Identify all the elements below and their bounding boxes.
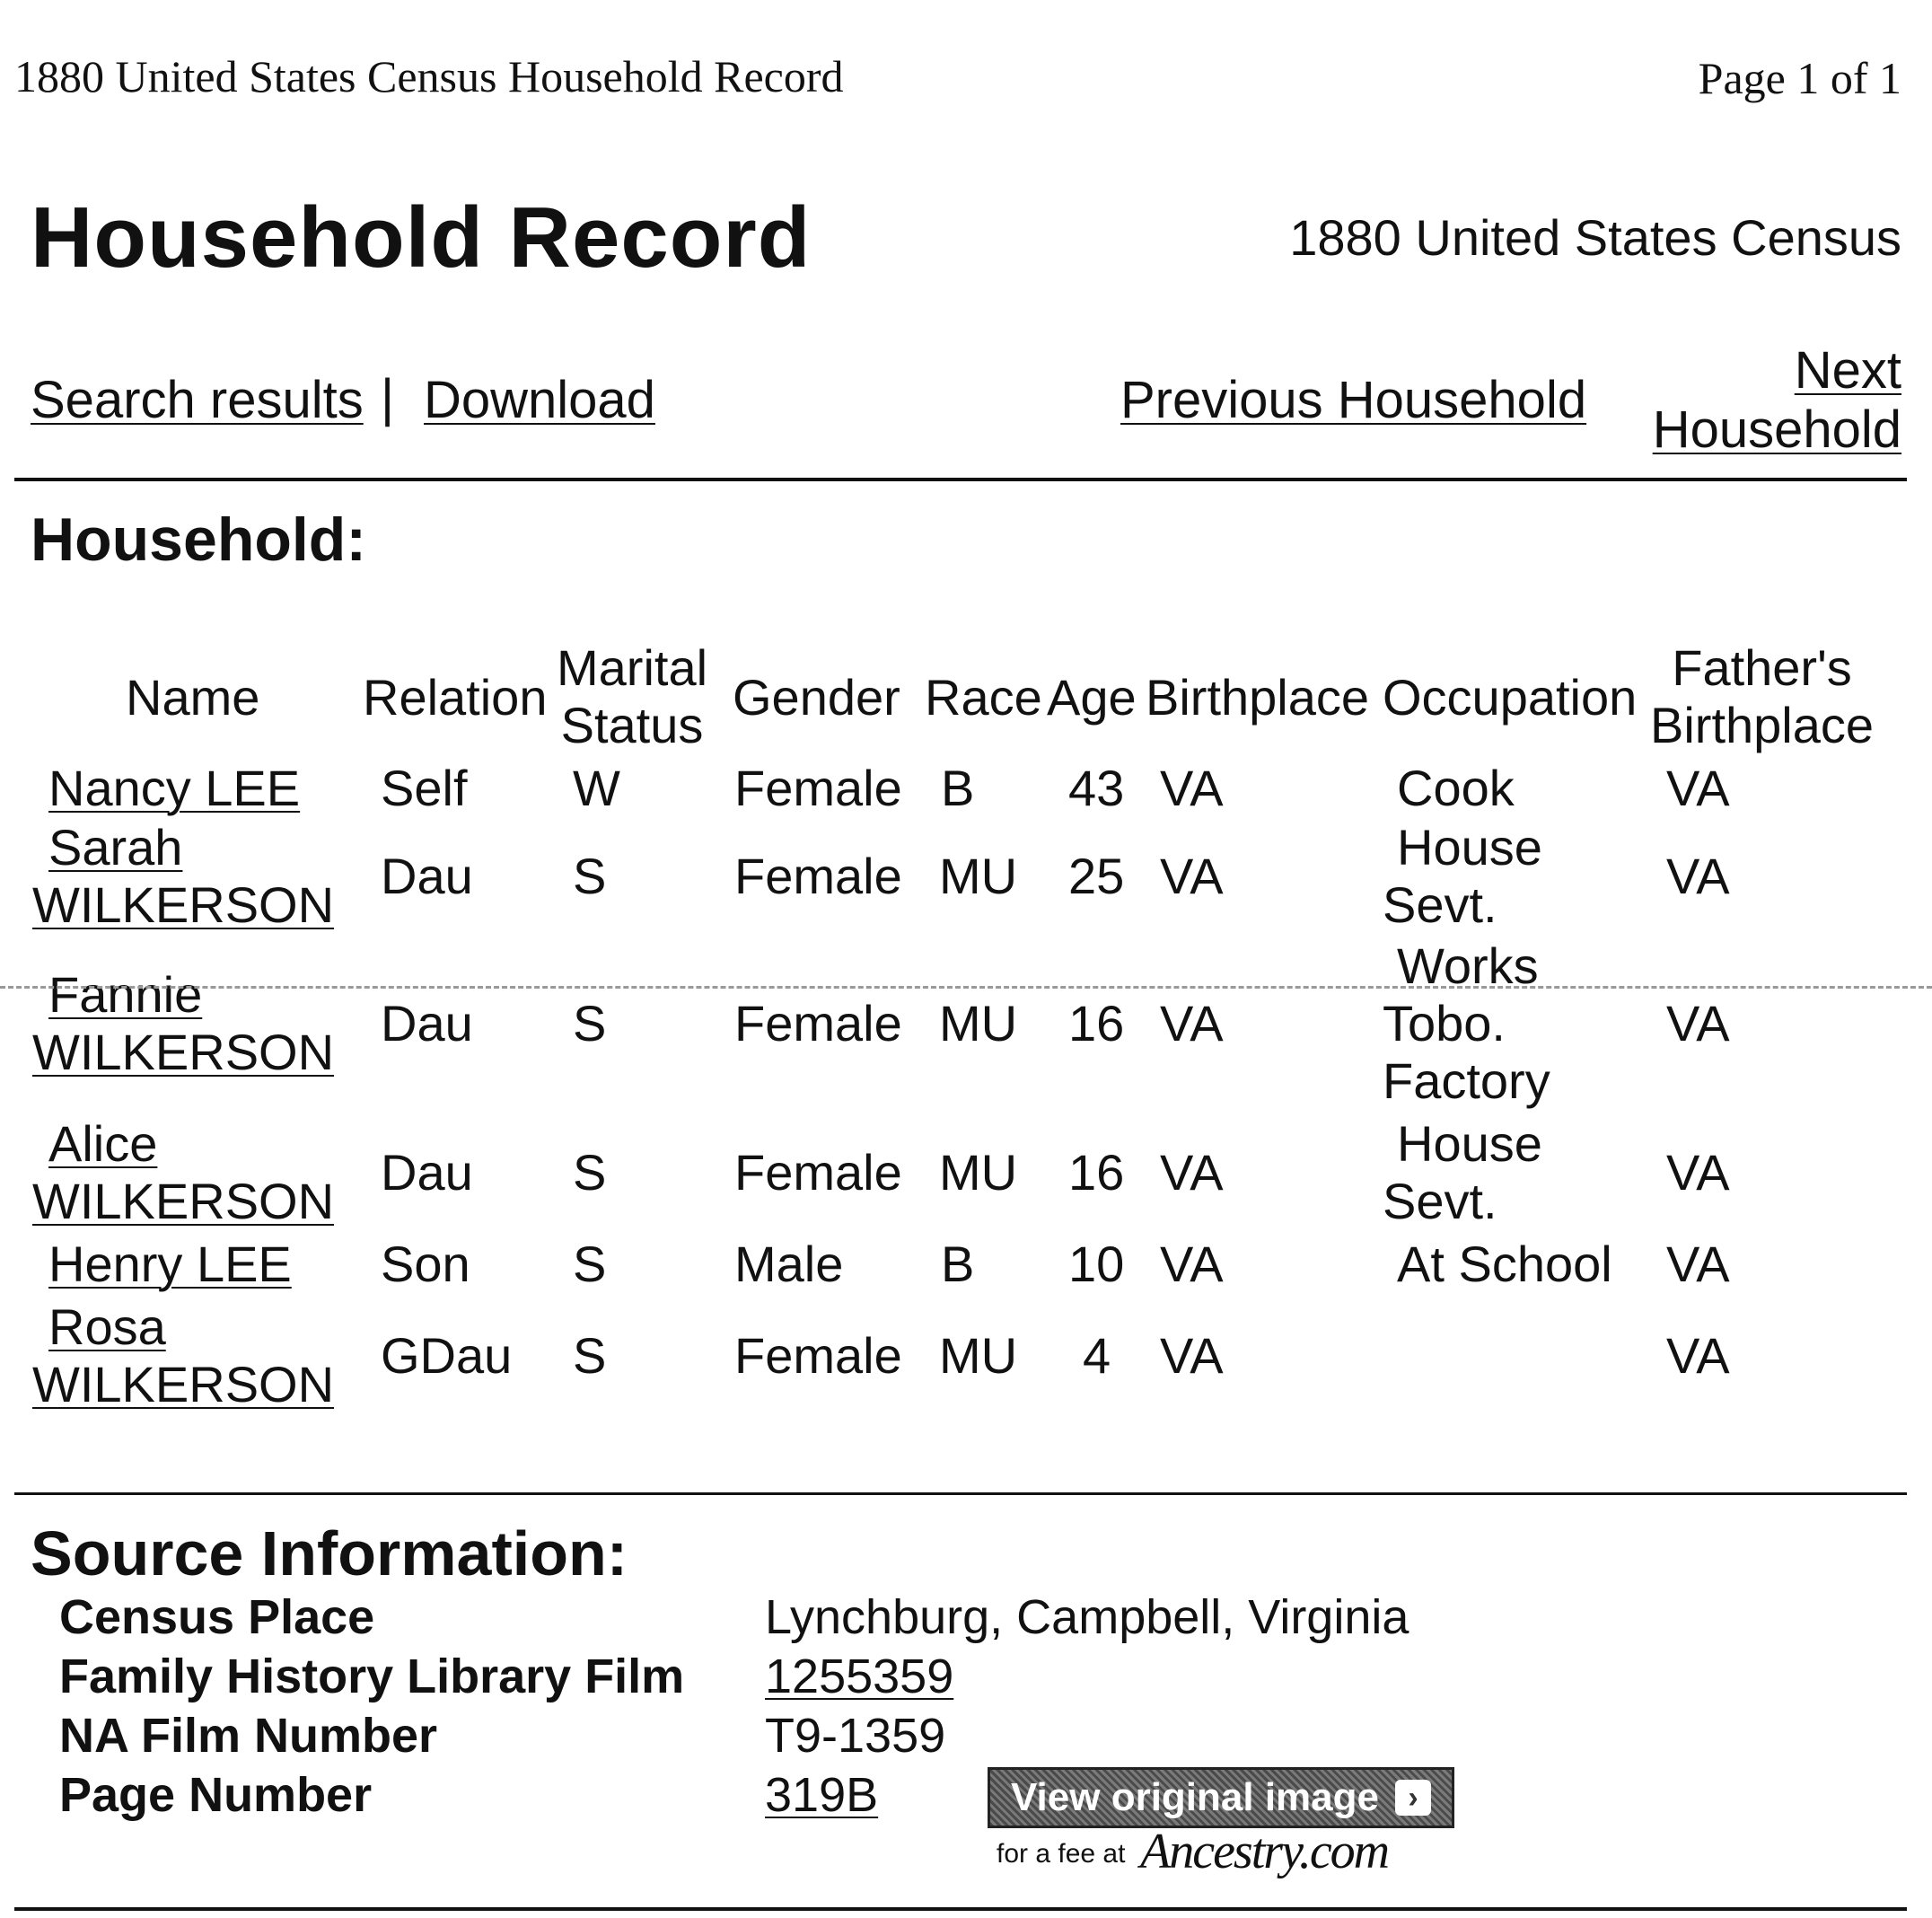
occupation-line2: Sevt. [1383,876,1497,933]
birthplace-cell: VA [1160,995,1224,1051]
occupation-cell: At School [1397,1236,1612,1292]
age-cell: 25 [1068,848,1125,904]
film-label: Family History Library Film [59,1650,685,1703]
col-header-father-line1: Father's [1672,639,1852,696]
person-name-line2: WILKERSON [32,876,335,933]
gender-cell: Male [734,1236,844,1292]
marital-cell: S [573,1236,607,1292]
col-header-marital-line1: Marital [557,639,708,696]
birthplace-cell: VA [1160,760,1224,816]
col-header-marital-line2: Status [560,697,704,753]
divider [14,1907,1907,1911]
person-name-line1: Fannie [48,966,203,1023]
census-label: 1880 United States Census [1289,209,1901,266]
father-birthplace-cell: VA [1666,848,1730,904]
person-name-link[interactable]: Nancy LEE [48,760,301,816]
gender-cell: Female [734,760,902,816]
race-cell: MU [939,995,1018,1051]
occupation-cell [1383,1115,1542,1230]
race-cell: B [941,760,975,816]
na-film-value: T9-1359 [765,1709,946,1763]
marital-cell: S [573,1327,607,1384]
search-results-link[interactable]: Search results [31,371,364,429]
father-birthplace-cell: VA [1666,1327,1730,1384]
household-heading: Household: [31,506,366,574]
person-name-line2: WILKERSON [32,1356,335,1412]
previous-household-link[interactable]: Previous Household [1120,371,1587,429]
age-cell: 4 [1083,1327,1111,1384]
marital-cell: S [573,848,607,904]
col-header-marital-status [557,639,707,754]
race-cell: MU [939,1327,1018,1384]
person-name-link[interactable] [32,819,335,934]
race-cell: MU [939,1144,1018,1201]
occupation-line1: House [1397,1115,1542,1172]
marital-cell: S [573,1144,607,1201]
divider [14,478,1907,481]
age-cell: 43 [1068,760,1125,816]
gender-cell: Female [734,995,902,1051]
source-heading: Source Information: [31,1518,628,1588]
person-name-line2: WILKERSON [32,1024,335,1080]
father-birthplace-cell: VA [1666,995,1730,1051]
col-header-gender: Gender [733,669,900,726]
age-cell: 16 [1068,995,1125,1051]
census-place-value: Lynchburg, Campbell, Virginia [765,1590,1409,1644]
scan-fold-line [0,986,1932,989]
occupation-cell: Cook [1397,760,1515,816]
col-header-occupation: Occupation [1383,669,1638,726]
occupation-cell [1383,819,1542,934]
occupation-line3: Factory [1383,1052,1550,1109]
occupation-line2: Sevt. [1383,1173,1497,1229]
person-name-link[interactable] [32,1115,335,1230]
person-name-line1: Alice [48,1115,158,1172]
page-number-link[interactable]: 319B [765,1768,879,1822]
view-original-image-label: View original image [1011,1775,1379,1819]
next-household-link[interactable] [1653,341,1901,460]
download-link[interactable]: Download [424,371,655,429]
col-header-fathers-birthplace [1650,639,1874,754]
birthplace-cell: VA [1160,1144,1224,1201]
race-cell: B [941,1236,975,1292]
person-name-line1: Rosa [48,1298,166,1355]
gender-cell: Female [734,848,902,904]
person-name-line1: Sarah [48,819,183,875]
birthplace-cell: VA [1160,1236,1224,1292]
chevron-right-icon: › [1395,1780,1431,1816]
na-film-label: NA Film Number [59,1709,438,1763]
col-header-father-line2: Birthplace [1650,697,1875,753]
person-name-link[interactable] [32,966,335,1081]
divider [14,1492,1907,1495]
film-number-link[interactable]: 1255359 [765,1650,954,1703]
view-original-image-button[interactable] [988,1767,1454,1828]
col-header-birthplace: Birthplace [1146,669,1370,726]
col-header-race: Race [925,669,1042,726]
gender-cell: Female [734,1327,902,1384]
fee-text: for a fee at [997,1839,1126,1869]
relation-cell: Dau [381,1144,473,1201]
marital-cell: W [573,760,620,816]
gender-cell: Female [734,1144,902,1201]
nav-separator: | [381,369,395,427]
occupation-line1: Works [1397,937,1539,994]
page-title: Household Record [31,189,812,286]
person-name-link[interactable]: Henry LEE [48,1236,292,1292]
print-header-page: Page 1 of 1 [1698,53,1901,103]
birthplace-cell: VA [1160,848,1224,904]
census-place-label: Census Place [59,1590,375,1644]
ancestry-logo[interactable]: Ancestry.com [1140,1824,1389,1879]
page-number-label: Page Number [59,1768,373,1822]
occupation-line1: House [1397,819,1542,875]
father-birthplace-cell: VA [1666,1144,1730,1201]
person-name-link[interactable] [32,1298,335,1413]
race-cell: MU [939,848,1018,904]
col-header-name: Name [126,669,260,726]
birthplace-cell: VA [1160,1327,1224,1384]
relation-cell: Dau [381,848,473,904]
next-household-line2: Household [1652,400,1901,459]
age-cell: 10 [1068,1236,1125,1292]
relation-cell: Dau [381,995,473,1051]
father-birthplace-cell: VA [1666,1236,1730,1292]
relation-cell: Son [381,1236,470,1292]
relation-cell: Self [381,760,468,816]
age-cell: 16 [1068,1144,1125,1201]
father-birthplace-cell: VA [1666,760,1730,816]
relation-cell: GDau [381,1327,513,1384]
print-header-title: 1880 United States Census Household Record [14,51,844,101]
occupation-cell [1383,937,1550,1110]
marital-cell: S [573,995,607,1051]
col-header-age: Age [1047,669,1137,726]
next-household-line1: Next [1794,341,1901,400]
occupation-line2: Tobo. [1383,995,1506,1051]
col-header-relation: Relation [363,669,548,726]
person-name-line2: WILKERSON [32,1173,335,1229]
